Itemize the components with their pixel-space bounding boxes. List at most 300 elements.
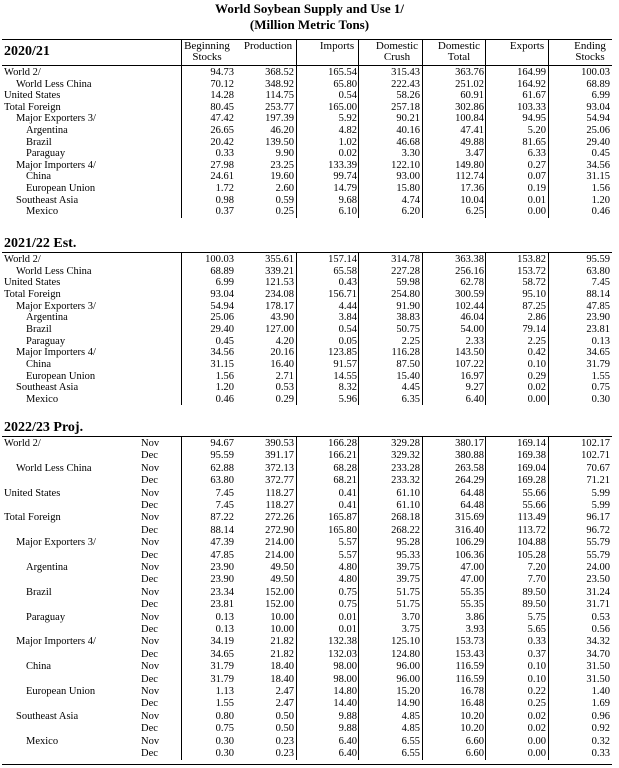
value-cell: 315.69 [455,512,484,523]
value-cell: 6.25 [465,206,484,217]
value-cell: 49.50 [270,574,294,585]
value-cell: 0.27 [527,160,546,171]
value-cell: 164.99 [517,67,546,78]
row-label: China [26,171,52,182]
value-cell: 5.65 [527,624,546,635]
value-cell: 2.25 [401,336,420,347]
value-cell: 2.71 [275,371,294,382]
row-label: Major Exporters 3/ [16,301,96,312]
table-row [0,550,619,561]
value-cell: 0.19 [527,183,546,194]
value-cell: 5.20 [527,125,546,136]
value-cell: 0.00 [527,394,546,405]
value-cell: 165.80 [328,525,357,536]
value-cell: 1.69 [591,698,610,709]
value-cell: 55.79 [586,537,610,548]
row-label: Mexico [26,206,59,217]
value-cell: 1.55 [591,371,610,382]
forecast-month: Nov [141,463,160,474]
value-cell: 103.33 [517,102,546,113]
column-divider [548,65,549,218]
value-cell: 10.00 [270,612,294,623]
value-cell: 47.42 [210,113,234,124]
value-cell: 0.46 [215,394,234,405]
value-cell: 1.72 [215,183,234,194]
column-divider [548,252,549,405]
value-cell: 55.66 [522,500,546,511]
value-cell: 3.75 [401,624,420,635]
value-cell: 253.77 [265,102,294,113]
value-cell: 9.68 [338,195,357,206]
value-cell: 121.53 [265,277,294,288]
forecast-month: Dec [141,500,158,511]
value-cell: 65.80 [333,79,357,90]
value-cell: 15.40 [396,371,420,382]
value-cell: 125.10 [391,636,420,647]
value-cell: 107.22 [455,359,484,370]
value-cell: 23.34 [210,587,234,598]
value-cell: 34.65 [210,649,234,660]
row-label: Southeast Asia [16,195,79,206]
value-cell: 363.76 [455,67,484,78]
value-cell: 87.25 [522,301,546,312]
table-row [0,183,619,194]
value-cell: 0.01 [338,624,357,635]
column-divider [181,436,182,760]
column-header: Imports [319,40,355,52]
value-cell: 118.27 [265,500,294,511]
table-row [0,148,619,159]
value-cell: 65.58 [333,266,357,277]
value-cell: 70.67 [586,463,610,474]
row-label: Paraguay [26,612,66,623]
section-title: 2020/21 [4,44,50,59]
column-header: Beginning Stocks [184,40,230,63]
row-label: European Union [26,686,96,697]
value-cell: 314.78 [391,254,420,265]
value-cell: 5.99 [591,488,610,499]
forecast-month: Nov [141,686,160,697]
column-header: Exports [509,40,545,52]
value-cell: 47.00 [460,574,484,585]
divider [2,436,612,437]
value-cell: 70.12 [210,79,234,90]
value-cell: 95.33 [396,550,420,561]
value-cell: 93.04 [210,289,234,300]
value-cell: 106.29 [455,537,484,548]
value-cell: 29.40 [210,324,234,335]
value-cell: 51.75 [396,599,420,610]
value-cell: 50.75 [396,324,420,335]
row-label: China [26,359,52,370]
value-cell: 4.45 [401,382,420,393]
value-cell: 34.19 [210,636,234,647]
row-label: Mexico [26,736,59,747]
value-cell: 98.00 [333,674,357,685]
value-cell: 25.06 [586,125,610,136]
value-cell: 116.28 [391,347,420,358]
row-label: World 2/ [4,438,41,449]
table-row [0,748,619,759]
value-cell: 6.60 [465,736,484,747]
row-label: Major Importers 4/ [16,636,96,647]
value-cell: 47.85 [210,550,234,561]
value-cell: 302.86 [455,102,484,113]
table-row [0,79,619,90]
value-cell: 4.85 [401,711,420,722]
row-label: World Less China [16,266,92,277]
value-cell: 0.25 [527,698,546,709]
table-row [0,195,619,206]
value-cell: 165.00 [328,102,357,113]
value-cell: 6.10 [338,206,357,217]
value-cell: 372.13 [265,463,294,474]
value-cell: 49.88 [460,137,484,148]
value-cell: 300.59 [455,289,484,300]
value-cell: 4.82 [338,125,357,136]
value-cell: 139.50 [265,137,294,148]
table-row [0,102,619,113]
value-cell: 116.59 [455,661,484,672]
table-row [0,574,619,585]
divider [2,252,612,253]
column-header: Ending Stocks [574,40,606,63]
value-cell: 68.89 [210,266,234,277]
forecast-month: Dec [141,748,158,759]
value-cell: 166.28 [328,438,357,449]
row-label: China [26,661,52,672]
value-cell: 5.96 [338,394,357,405]
value-cell: 14.90 [396,698,420,709]
value-cell: 87.22 [210,512,234,523]
value-cell: 2.25 [527,336,546,347]
table-row [0,324,619,335]
value-cell: 0.75 [591,382,610,393]
value-cell: 88.14 [586,289,610,300]
value-cell: 0.41 [338,488,357,499]
value-cell: 0.30 [215,736,234,747]
value-cell: 31.50 [586,661,610,672]
value-cell: 7.20 [527,562,546,573]
value-cell: 132.03 [328,649,357,660]
forecast-month: Dec [141,723,158,734]
value-cell: 0.29 [275,394,294,405]
forecast-month: Nov [141,488,160,499]
value-cell: 43.90 [270,312,294,323]
value-cell: 165.54 [328,67,357,78]
value-cell: 0.50 [275,723,294,734]
value-cell: 47.41 [460,125,484,136]
value-cell: 0.56 [591,624,610,635]
value-cell: 118.27 [265,488,294,499]
value-cell: 316.40 [455,525,484,536]
value-cell: 0.53 [591,612,610,623]
value-cell: 0.02 [527,723,546,734]
forecast-month: Nov [141,661,160,672]
value-cell: 372.77 [265,475,294,486]
value-cell: 62.88 [210,463,234,474]
value-cell: 16.97 [460,371,484,382]
value-cell: 3.30 [401,148,420,159]
value-cell: 157.14 [328,254,357,265]
value-cell: 4.80 [338,562,357,573]
value-cell: 4.44 [338,301,357,312]
row-label: Major Importers 4/ [16,160,96,171]
row-label: Brazil [26,324,52,335]
value-cell: 6.99 [591,90,610,101]
value-cell: 6.55 [401,748,420,759]
value-cell: 0.30 [591,394,610,405]
table-row [0,661,619,672]
value-cell: 71.21 [586,475,610,486]
value-cell: 0.07 [527,171,546,182]
value-cell: 91.90 [396,301,420,312]
value-cell: 47.85 [586,301,610,312]
value-cell: 363.38 [455,254,484,265]
value-cell: 89.50 [522,599,546,610]
table-row [0,382,619,393]
value-cell: 152.00 [265,599,294,610]
table-row [0,612,619,623]
forecast-month: Dec [141,450,158,461]
row-label: Total Foreign [4,102,61,113]
value-cell: 0.25 [275,206,294,217]
row-label: Southeast Asia [16,711,79,722]
value-cell: 0.02 [527,711,546,722]
value-cell: 0.29 [527,371,546,382]
row-label: European Union [26,371,96,382]
table-row [0,587,619,598]
value-cell: 61.10 [396,488,420,499]
table-row [0,686,619,697]
value-cell: 0.37 [527,649,546,660]
row-label: Brazil [26,587,52,598]
value-cell: 0.33 [215,148,234,159]
column-divider [296,39,297,65]
table-row [0,512,619,523]
value-cell: 95.59 [586,254,610,265]
column-divider [358,39,359,65]
table-row [0,359,619,370]
value-cell: 102.71 [581,450,610,461]
value-cell: 10.00 [270,624,294,635]
value-cell: 3.86 [465,612,484,623]
value-cell: 234.08 [265,289,294,300]
forecast-month: Nov [141,587,160,598]
value-cell: 15.80 [396,183,420,194]
value-cell: 23.81 [586,324,610,335]
value-cell: 31.15 [586,171,610,182]
value-cell: 102.17 [581,438,610,449]
value-cell: 26.65 [210,125,234,136]
table-title: World Soybean Supply and Use 1/ [215,1,404,16]
value-cell: 214.00 [265,537,294,548]
column-divider [422,39,423,65]
value-cell: 91.57 [333,359,357,370]
value-cell: 3.84 [338,312,357,323]
table-row [0,636,619,647]
value-cell: 222.43 [391,79,420,90]
value-cell: 64.48 [460,500,484,511]
value-cell: 63.80 [586,266,610,277]
value-cell: 0.46 [591,206,610,217]
value-cell: 49.50 [270,562,294,573]
value-cell: 47.39 [210,537,234,548]
value-cell: 34.56 [210,347,234,358]
value-cell: 79.14 [522,324,546,335]
value-cell: 104.88 [517,537,546,548]
value-cell: 31.79 [210,674,234,685]
forecast-month: Nov [141,438,160,449]
value-cell: 23.81 [210,599,234,610]
value-cell: 348.92 [265,79,294,90]
value-cell: 0.75 [215,723,234,734]
forecast-month: Nov [141,612,160,623]
value-cell: 34.70 [586,649,610,660]
value-cell: 0.02 [527,382,546,393]
value-cell: 0.80 [215,711,234,722]
value-cell: 0.42 [527,347,546,358]
value-cell: 62.78 [460,277,484,288]
value-cell: 0.10 [527,661,546,672]
value-cell: 31.71 [586,599,610,610]
value-cell: 0.23 [275,748,294,759]
value-cell: 0.10 [527,674,546,685]
value-cell: 93.00 [396,171,420,182]
forecast-month: Nov [141,537,160,548]
value-cell: 16.40 [270,359,294,370]
value-cell: 14.28 [210,90,234,101]
value-cell: 380.17 [455,438,484,449]
value-cell: 99.74 [333,171,357,182]
table-row [0,277,619,288]
row-label: Paraguay [26,148,66,159]
value-cell: 46.04 [460,312,484,323]
value-cell: 20.16 [270,347,294,358]
value-cell: 7.70 [527,574,546,585]
table-row [0,438,619,449]
value-cell: 25.06 [210,312,234,323]
value-cell: 4.85 [401,723,420,734]
value-cell: 122.10 [391,160,420,171]
value-cell: 0.50 [275,711,294,722]
forecast-month: Dec [141,574,158,585]
value-cell: 123.85 [328,347,357,358]
forecast-month: Nov [141,736,160,747]
table-row [0,624,619,635]
value-cell: 38.83 [396,312,420,323]
table-row [0,711,619,722]
value-cell: 10.20 [460,711,484,722]
value-cell: 23.90 [210,562,234,573]
value-cell: 4.80 [338,574,357,585]
table-row [0,160,619,171]
row-label: Argentina [26,562,68,573]
value-cell: 113.49 [517,512,546,523]
value-cell: 0.45 [591,148,610,159]
value-cell: 133.39 [328,160,357,171]
value-cell: 27.98 [210,160,234,171]
value-cell: 3.70 [401,612,420,623]
row-label: United States [4,488,61,499]
value-cell: 14.40 [333,698,357,709]
table-row [0,525,619,536]
column-divider [181,252,182,405]
column-divider [181,65,182,218]
table-row [0,206,619,217]
value-cell: 47.00 [460,562,484,573]
value-cell: 391.17 [265,450,294,461]
section-title: 2022/23 Proj. [4,420,84,435]
value-cell: 0.33 [527,636,546,647]
column-divider [358,65,359,218]
column-divider [485,65,486,218]
table-row [0,312,619,323]
forecast-month: Nov [141,636,160,647]
value-cell: 7.45 [215,488,234,499]
value-cell: 98.00 [333,661,357,672]
column-divider [548,39,549,65]
value-cell: 0.54 [338,324,357,335]
value-cell: 257.18 [391,102,420,113]
value-cell: 23.25 [270,160,294,171]
value-cell: 114.75 [265,90,294,101]
row-label: Mexico [26,394,59,405]
value-cell: 88.14 [210,525,234,536]
value-cell: 5.92 [338,113,357,124]
value-cell: 0.33 [591,748,610,759]
value-cell: 100.03 [205,254,234,265]
value-cell: 0.05 [338,336,357,347]
value-cell: 34.65 [586,347,610,358]
value-cell: 58.72 [522,277,546,288]
row-label: United States [4,277,61,288]
table-row [0,674,619,685]
value-cell: 2.47 [275,698,294,709]
value-cell: 1.40 [591,686,610,697]
value-cell: 23.50 [586,574,610,585]
value-cell: 233.28 [391,463,420,474]
value-cell: 153.73 [455,636,484,647]
value-cell: 90.21 [396,113,420,124]
row-label: Paraguay [26,336,66,347]
forecast-month: Dec [141,550,158,561]
value-cell: 2.33 [465,336,484,347]
column-divider [485,39,486,65]
value-cell: 9.88 [338,723,357,734]
value-cell: 6.99 [215,277,234,288]
value-cell: 16.78 [460,686,484,697]
value-cell: 96.00 [396,661,420,672]
value-cell: 6.40 [338,748,357,759]
value-cell: 256.16 [455,266,484,277]
value-cell: 18.40 [270,674,294,685]
table-row [0,537,619,548]
row-label: Southeast Asia [16,382,79,393]
value-cell: 94.67 [210,438,234,449]
value-cell: 95.28 [396,537,420,548]
value-cell: 20.42 [210,137,234,148]
value-cell: 0.37 [215,206,234,217]
value-cell: 227.28 [391,266,420,277]
table-row [0,254,619,265]
column-divider [485,252,486,405]
value-cell: 113.72 [517,525,546,536]
value-cell: 0.30 [215,748,234,759]
value-cell: 153.43 [455,649,484,660]
value-cell: 0.92 [591,723,610,734]
value-cell: 14.79 [333,183,357,194]
